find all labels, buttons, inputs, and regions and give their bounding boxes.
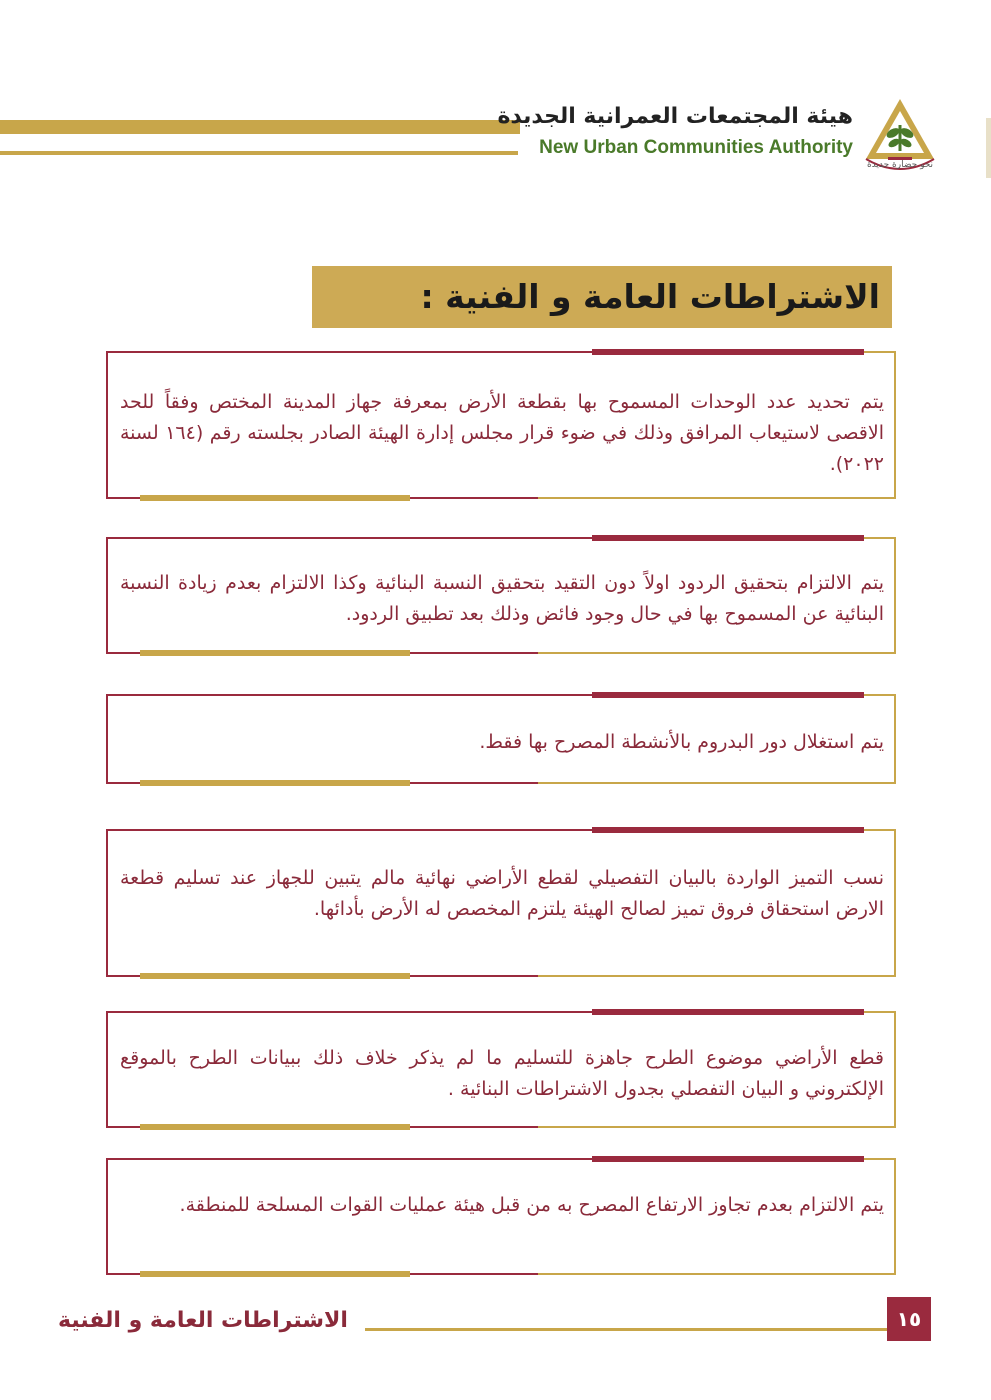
authority-name-arabic: هيئة المجتمعات العمرانية الجديدة (497, 104, 853, 129)
section-title-box (312, 266, 892, 328)
condition-box-2 (106, 537, 896, 654)
header-gold-line (0, 151, 518, 155)
page-edge-mark (986, 118, 991, 178)
section-title: الاشتراطات العامة و الفنية : (420, 277, 880, 316)
footer-gold-line (365, 1328, 887, 1331)
condition-text-5: قطع الأراضي موضوع الطرح جاهزة للتسليم ما لم يذكر خلاف ذلك ببيانات الطرح بالموقع الإلكتروني و البيان التفصلي بجدول الاشتراطات البنائية . (120, 1047, 884, 1100)
condition-text-3: يتم استغلال دور البدروم بالأنشطة المصرح بها فقط. (479, 731, 884, 753)
page-number: ١٥ (887, 1297, 931, 1341)
condition-text-1: يتم تحديد عدد الوحدات المسموح بها بقطعة الأرض بمعرفة جهاز المدينة المختص وفقاً للحد الاقصى لاستيعاب المرافق وذلك في ضوء قرار مجلس إدارة الهيئة الصادر بجلسته رقم (١٦٤ لسنة ٢٠٢٢). (120, 391, 884, 475)
authority-name-english: New Urban Communities Authority (539, 137, 853, 158)
condition-text-6: يتم الالتزام بعدم تجاوز الارتفاع المصرح به من قبل هيئة عمليات القوات المسلحة للمنطقة. (179, 1194, 884, 1216)
condition-box-4 (106, 829, 896, 977)
condition-text-2: يتم الالتزام بتحقيق الردود اولاً دون التقيد بتحقيق النسبة البنائية وكذا الالتزام بعدم زيادة النسبة البنائية عن المسموح بها في حال وجود فائض وذلك بعد تطبيق الردود. (120, 572, 884, 625)
condition-box-6 (106, 1158, 896, 1275)
condition-box-1 (106, 351, 896, 499)
condition-box-5 (106, 1011, 896, 1128)
logo-caption: نحو حضارة جديدة (866, 160, 934, 170)
condition-text-4: نسب التميز الواردة بالبيان التفصيلي لقطع الأراضي نهائية مالم يتبين للجهاز عند تسليم قطعة الارض استحقاق فروق تميز لصالح الهيئة يلتزم المخصص له الأرض بأدائها. (120, 867, 884, 920)
footer-section-title: الاشتراطات العامة و الفنية (58, 1308, 348, 1333)
header-gold-bar (0, 120, 520, 134)
condition-box-3 (106, 694, 896, 784)
